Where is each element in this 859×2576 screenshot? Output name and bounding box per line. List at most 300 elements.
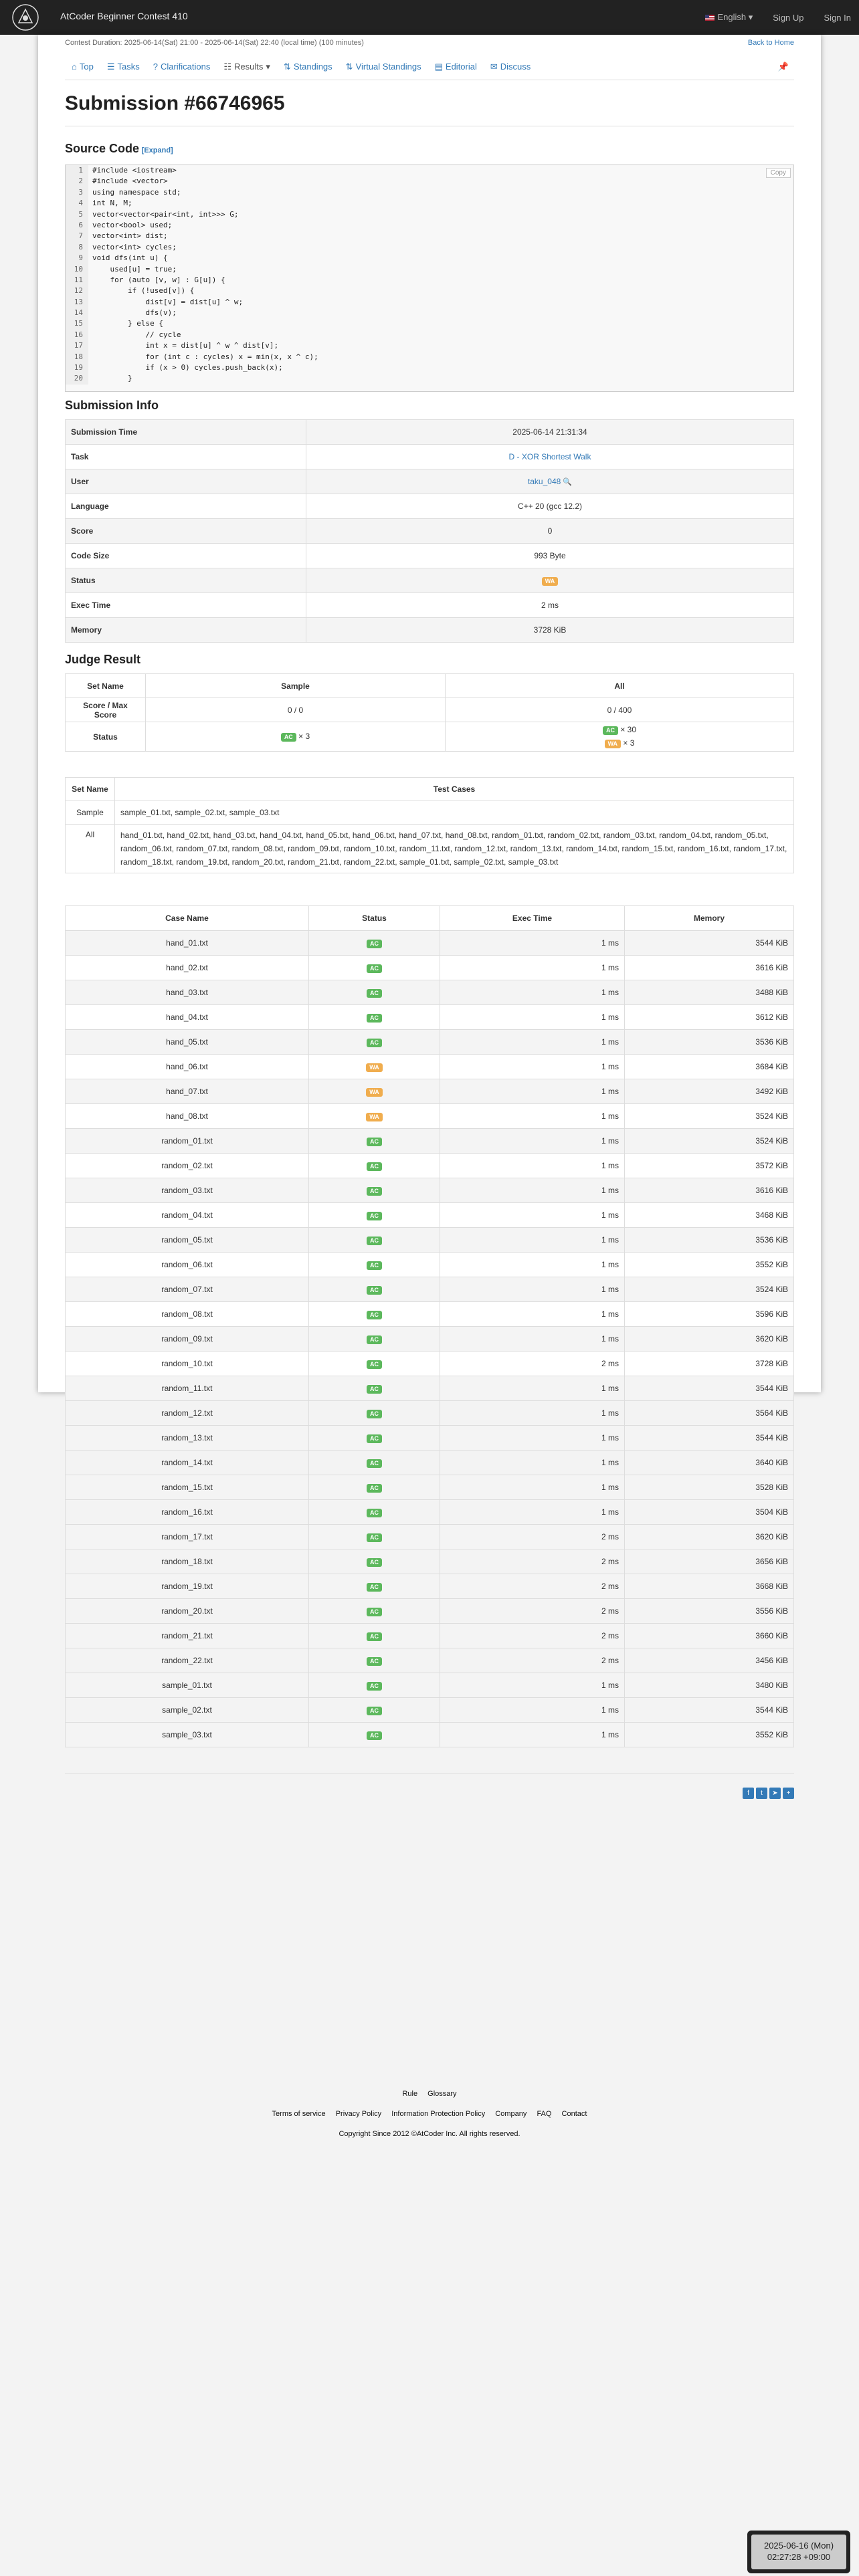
case-memory: 3480 KiB bbox=[625, 1673, 794, 1698]
case-status bbox=[309, 1648, 440, 1673]
code-line bbox=[66, 165, 793, 176]
status-badge: AC bbox=[367, 1682, 382, 1691]
atcoder-logo[interactable] bbox=[8, 3, 43, 32]
info-row bbox=[66, 568, 794, 593]
status-count: × 3 bbox=[623, 738, 635, 748]
code-line bbox=[66, 242, 793, 253]
case-status bbox=[309, 1723, 440, 1747]
line-number: 5 bbox=[66, 209, 88, 220]
source-code-block[interactable] bbox=[65, 165, 794, 392]
code-text: void dfs(int u) { bbox=[92, 253, 168, 263]
case-memory: 3564 KiB bbox=[625, 1401, 794, 1426]
case-memory: 3620 KiB bbox=[625, 1327, 794, 1352]
code-line bbox=[66, 362, 793, 373]
code-text: } bbox=[92, 374, 132, 383]
table-row bbox=[66, 1599, 794, 1624]
status-badge: AC bbox=[367, 1434, 382, 1443]
table-row bbox=[66, 1030, 794, 1055]
case-name: random_16.txt bbox=[66, 1500, 309, 1525]
status-badge: AC bbox=[367, 940, 382, 948]
line-number: 20 bbox=[66, 373, 88, 384]
case-exec-time: 1 ms bbox=[440, 1277, 625, 1302]
code-line bbox=[66, 187, 793, 198]
table-row bbox=[66, 1327, 794, 1352]
line-number: 10 bbox=[66, 264, 88, 275]
info-text: C++ 20 (gcc 12.2) bbox=[517, 502, 583, 511]
page-title: Submission #66746965 bbox=[65, 92, 285, 114]
case-exec-time: 1 ms bbox=[440, 1302, 625, 1327]
sign-up-link[interactable]: Sign Up bbox=[773, 12, 804, 23]
case-memory: 3656 KiB bbox=[625, 1549, 794, 1574]
case-memory: 3552 KiB bbox=[625, 1723, 794, 1747]
case-exec-time: 1 ms bbox=[440, 1426, 625, 1451]
telegram-icon[interactable]: ➤ bbox=[769, 1788, 781, 1799]
table-row bbox=[66, 1549, 794, 1574]
case-name-header: Case Name bbox=[66, 906, 309, 931]
clock-face bbox=[751, 2535, 846, 2569]
line-number: 1 bbox=[66, 165, 88, 176]
case-exec-time: 1 ms bbox=[440, 1203, 625, 1228]
status-badge: AC bbox=[367, 1212, 382, 1220]
test-cases-header: Test Cases bbox=[115, 778, 794, 800]
caret-down-icon: ▾ bbox=[266, 61, 270, 72]
case-memory: 3524 KiB bbox=[625, 1129, 794, 1154]
case-status bbox=[309, 1673, 440, 1698]
status-badge: AC bbox=[367, 1608, 382, 1616]
case-status bbox=[309, 1129, 440, 1154]
case-memory: 3536 KiB bbox=[625, 1030, 794, 1055]
ac-badge: AC bbox=[603, 726, 618, 735]
case-status bbox=[309, 1104, 440, 1129]
case-exec-time: 1 ms bbox=[440, 1228, 625, 1253]
case-memory: 3544 KiB bbox=[625, 931, 794, 956]
code-line bbox=[66, 264, 793, 275]
case-name: random_03.txt bbox=[66, 1178, 309, 1203]
all-score: 0 / 400 bbox=[446, 698, 794, 722]
list-alt-icon: ☷ bbox=[223, 61, 232, 72]
case-memory: 3544 KiB bbox=[625, 1376, 794, 1401]
sort-icon: ⇅ bbox=[283, 61, 291, 72]
case-name: random_12.txt bbox=[66, 1401, 309, 1426]
status-badge: AC bbox=[367, 1707, 382, 1715]
case-memory: 3536 KiB bbox=[625, 1228, 794, 1253]
pin-icon[interactable]: 📌 bbox=[777, 61, 789, 72]
line-number: 19 bbox=[66, 362, 88, 373]
tab-label: Tasks bbox=[117, 62, 140, 72]
case-exec-time: 1 ms bbox=[440, 1253, 625, 1277]
case-memory: 3616 KiB bbox=[625, 1178, 794, 1203]
case-exec-time: 2 ms bbox=[440, 1352, 625, 1376]
code-text: } else { bbox=[92, 319, 163, 328]
case-exec-time: 2 ms bbox=[440, 1549, 625, 1574]
list-icon: ☰ bbox=[106, 61, 115, 72]
status-badge: WA bbox=[366, 1113, 383, 1121]
case-exec-time: 2 ms bbox=[440, 1574, 625, 1599]
question-icon: ? bbox=[153, 62, 158, 72]
case-exec-time: 1 ms bbox=[440, 1154, 625, 1178]
status-badge: AC bbox=[367, 1261, 382, 1270]
case-exec-time: 1 ms bbox=[440, 1376, 625, 1401]
footer-terms-link[interactable]: Terms of service bbox=[272, 2110, 326, 2118]
table-row bbox=[66, 1079, 794, 1104]
sample-header: Sample bbox=[146, 674, 446, 698]
code-line bbox=[66, 220, 793, 231]
table-row bbox=[66, 1277, 794, 1302]
table-row bbox=[66, 1352, 794, 1376]
case-exec-time: 1 ms bbox=[440, 1451, 625, 1475]
status-header: Status bbox=[309, 906, 440, 931]
info-row bbox=[66, 494, 794, 519]
footer-rule-link[interactable]: Rule bbox=[402, 2090, 418, 2098]
tab-label: Virtual Standings bbox=[355, 62, 421, 72]
info-link[interactable]: D - XOR Shortest Walk bbox=[508, 452, 591, 461]
case-status bbox=[309, 1253, 440, 1277]
status-badge: AC bbox=[367, 1162, 382, 1171]
tab-results[interactable] bbox=[217, 56, 277, 78]
info-text: 3728 KiB bbox=[533, 625, 567, 635]
code-text: vector<int> dist; bbox=[92, 231, 168, 241]
comment-icon: ✉ bbox=[490, 61, 498, 72]
case-name: sample_01.txt bbox=[66, 1673, 309, 1698]
book-icon: ▤ bbox=[434, 61, 443, 72]
line-number: 6 bbox=[66, 220, 88, 231]
info-value bbox=[306, 568, 794, 593]
footer-company-link[interactable]: Company bbox=[495, 2110, 527, 2118]
table-row bbox=[66, 1129, 794, 1154]
line-number: 7 bbox=[66, 231, 88, 241]
submission-info-header bbox=[65, 399, 794, 413]
case-name: random_06.txt bbox=[66, 1253, 309, 1277]
case-memory: 3640 KiB bbox=[625, 1451, 794, 1475]
case-name: hand_07.txt bbox=[66, 1079, 309, 1104]
judge-result-table bbox=[65, 673, 794, 752]
case-status bbox=[309, 1451, 440, 1475]
status-badge: AC bbox=[367, 1583, 382, 1592]
status-count: × 30 bbox=[620, 725, 637, 735]
case-memory: 3524 KiB bbox=[625, 1104, 794, 1129]
main-container bbox=[38, 35, 821, 1739]
code-line bbox=[66, 340, 793, 351]
code-line bbox=[66, 176, 793, 187]
footer-contact-link[interactable]: Contact bbox=[561, 2110, 587, 2118]
contest-duration: Contest Duration: 2025-06-14(Sat) 21:00 - 2025-06-14(Sat) 22:40 (local time) (100 minutes) bbox=[65, 39, 364, 47]
line-number: 12 bbox=[66, 286, 88, 296]
status-badge: AC bbox=[367, 964, 382, 973]
case-name: random_08.txt bbox=[66, 1302, 309, 1327]
case-exec-time: 1 ms bbox=[440, 1079, 625, 1104]
status-badge: AC bbox=[367, 1311, 382, 1319]
case-name: random_04.txt bbox=[66, 1203, 309, 1228]
table-row bbox=[66, 1104, 794, 1129]
info-row bbox=[66, 593, 794, 618]
case-exec-time: 1 ms bbox=[440, 1475, 625, 1500]
code-text: for (auto [v, w] : G[u]) { bbox=[92, 275, 225, 284]
tab-clarifications[interactable] bbox=[147, 56, 217, 78]
case-status bbox=[309, 1327, 440, 1352]
line-number: 16 bbox=[66, 330, 88, 340]
case-name: random_15.txt bbox=[66, 1475, 309, 1500]
facebook-icon[interactable]: f bbox=[743, 1788, 754, 1799]
code-line bbox=[66, 275, 793, 286]
status-badge: AC bbox=[367, 1484, 382, 1493]
case-name: random_21.txt bbox=[66, 1624, 309, 1648]
line-number: 11 bbox=[66, 275, 88, 286]
case-name: random_14.txt bbox=[66, 1451, 309, 1475]
case-name: hand_02.txt bbox=[66, 956, 309, 980]
tab-virtual-standings[interactable] bbox=[339, 56, 428, 78]
case-status bbox=[309, 931, 440, 956]
status-badge: WA bbox=[366, 1063, 383, 1072]
sample-status bbox=[146, 722, 446, 752]
status-badge: AC bbox=[367, 1410, 382, 1418]
code-text: #include <vector> bbox=[92, 177, 168, 186]
case-memory: 3556 KiB bbox=[625, 1599, 794, 1624]
code-line bbox=[66, 308, 793, 318]
case-status bbox=[309, 1426, 440, 1451]
tab-editorial[interactable] bbox=[428, 56, 484, 78]
status-badge: AC bbox=[367, 1187, 382, 1196]
case-name: random_22.txt bbox=[66, 1648, 309, 1673]
case-status bbox=[309, 1079, 440, 1104]
tab-standings[interactable] bbox=[277, 56, 339, 78]
case-status bbox=[309, 1549, 440, 1574]
info-value bbox=[306, 420, 794, 445]
case-exec-time: 2 ms bbox=[440, 1599, 625, 1624]
info-label: Exec Time bbox=[66, 593, 306, 618]
case-exec-time: 1 ms bbox=[440, 1178, 625, 1203]
tab-label: Standings bbox=[293, 62, 332, 72]
code-text: dist[v] = dist[u] ^ w; bbox=[92, 297, 244, 306]
case-exec-time: 1 ms bbox=[440, 1500, 625, 1525]
case-exec-time: 2 ms bbox=[440, 1648, 625, 1673]
info-text: 2 ms bbox=[541, 601, 559, 610]
case-memory: 3492 KiB bbox=[625, 1079, 794, 1104]
case-status bbox=[309, 1178, 440, 1203]
info-label: Task bbox=[66, 445, 306, 469]
set-name: Sample bbox=[66, 800, 115, 825]
table-row bbox=[66, 1154, 794, 1178]
submission-info-panel bbox=[65, 419, 794, 643]
code-text: using namespace std; bbox=[92, 187, 181, 197]
footer-faq-link[interactable]: FAQ bbox=[537, 2110, 552, 2118]
case-status bbox=[309, 1352, 440, 1376]
submission-info-table bbox=[65, 419, 794, 643]
footer-info-protection-link[interactable]: Information Protection Policy bbox=[391, 2110, 486, 2118]
case-name: hand_06.txt bbox=[66, 1055, 309, 1079]
table-row bbox=[66, 956, 794, 980]
info-text: 993 Byte bbox=[534, 551, 566, 560]
language-label: English bbox=[717, 12, 747, 22]
case-name: hand_01.txt bbox=[66, 931, 309, 956]
case-status bbox=[309, 1005, 440, 1030]
table-row bbox=[66, 1525, 794, 1549]
set-name-header: Set Name bbox=[66, 778, 115, 800]
tab-label: Discuss bbox=[500, 62, 531, 72]
info-label: Status bbox=[66, 568, 306, 593]
share-plus-icon[interactable]: + bbox=[783, 1788, 794, 1799]
info-row bbox=[66, 519, 794, 544]
case-memory: 3552 KiB bbox=[625, 1253, 794, 1277]
table-row bbox=[66, 1698, 794, 1723]
case-exec-time: 1 ms bbox=[440, 1104, 625, 1129]
status-badge: WA bbox=[542, 577, 559, 586]
status-count: × 3 bbox=[298, 732, 310, 741]
copy-button[interactable]: Copy bbox=[766, 168, 791, 178]
case-list-panel bbox=[65, 905, 794, 1747]
code-line bbox=[66, 330, 793, 340]
line-number: 2 bbox=[66, 176, 88, 187]
case-status bbox=[309, 1376, 440, 1401]
table-row bbox=[66, 1055, 794, 1079]
case-exec-time: 1 ms bbox=[440, 980, 625, 1005]
case-exec-time: 1 ms bbox=[440, 956, 625, 980]
case-list-table bbox=[65, 905, 794, 1747]
info-label: Score bbox=[66, 519, 306, 544]
info-value bbox=[306, 469, 794, 494]
all-status bbox=[446, 722, 794, 752]
case-memory: 3544 KiB bbox=[625, 1698, 794, 1723]
case-memory: 3616 KiB bbox=[625, 956, 794, 980]
contest-brand-link[interactable]: AtCoder Beginner Contest 410 bbox=[60, 11, 188, 21]
sort-icon: ⇅ bbox=[345, 61, 353, 72]
clock-time: 02:27:28 +09:00 bbox=[767, 2552, 831, 2562]
language-dropdown[interactable]: English ▾ bbox=[705, 12, 753, 23]
status-badge: WA bbox=[366, 1088, 383, 1097]
table-row bbox=[66, 1624, 794, 1648]
case-exec-time: 2 ms bbox=[440, 1525, 625, 1549]
info-label: User bbox=[66, 469, 306, 494]
info-link[interactable]: taku_048 bbox=[527, 477, 561, 486]
status-badge: AC bbox=[367, 1385, 382, 1394]
table-row bbox=[66, 1451, 794, 1475]
case-name: hand_04.txt bbox=[66, 1005, 309, 1030]
code-lines bbox=[66, 165, 793, 385]
copyright: Copyright Since 2012 ©AtCoder Inc. All rights reserved. bbox=[339, 2130, 520, 2138]
case-memory: 3572 KiB bbox=[625, 1154, 794, 1178]
table-row bbox=[66, 1178, 794, 1203]
info-row bbox=[66, 445, 794, 469]
table-row bbox=[66, 1228, 794, 1253]
case-status bbox=[309, 1203, 440, 1228]
table-row bbox=[66, 1426, 794, 1451]
case-name: random_09.txt bbox=[66, 1327, 309, 1352]
case-name: hand_08.txt bbox=[66, 1104, 309, 1129]
case-status bbox=[309, 1624, 440, 1648]
tab-top[interactable] bbox=[65, 56, 100, 78]
case-status bbox=[309, 980, 440, 1005]
set-cases: hand_01.txt, hand_02.txt, hand_03.txt, hand_04.txt, hand_05.txt, hand_06.txt, hand_07.txt, hand_08.txt, random_01.txt, random_02.txt, random_03.txt, random_04.txt, random_05.txt, random_06.txt, random_07.txt, random_08.txt, random_09.txt, random_10.txt, random_11.txt, random_12.txt, random_13.txt, random_14.txt, random_15.txt, random_16.txt, random_17.txt, random_18.txt, random_19.txt, random_20.txt, random_21.txt, random_22.txt, sample_01.txt, sample_02.txt, sample_03.txt bbox=[115, 825, 794, 873]
judge-result-header bbox=[65, 653, 794, 667]
testcase-sets-panel bbox=[65, 777, 794, 873]
code-text: for (int c : cycles) x = min(x, x ^ c); bbox=[92, 352, 318, 361]
twitter-icon[interactable]: t bbox=[756, 1788, 767, 1799]
footer-privacy-link[interactable]: Privacy Policy bbox=[335, 2110, 382, 2118]
case-memory: 3456 KiB bbox=[625, 1648, 794, 1673]
line-number: 17 bbox=[66, 340, 88, 351]
sign-in-link[interactable]: Sign In bbox=[824, 12, 851, 23]
fixed-clock bbox=[747, 2531, 850, 2573]
case-exec-time: 1 ms bbox=[440, 1673, 625, 1698]
footer-glossary-link[interactable]: Glossary bbox=[427, 2090, 457, 2098]
submission-info-title: Submission Info bbox=[65, 399, 159, 412]
info-label: Code Size bbox=[66, 544, 306, 568]
status-label: Status bbox=[66, 722, 146, 752]
search-icon[interactable]: 🔍 bbox=[561, 478, 573, 486]
status-badge: AC bbox=[367, 1459, 382, 1468]
case-name: random_10.txt bbox=[66, 1352, 309, 1376]
case-status bbox=[309, 1228, 440, 1253]
set-name-header: Set Name bbox=[66, 674, 146, 698]
status-badge: AC bbox=[367, 1039, 382, 1047]
case-exec-time: 1 ms bbox=[440, 1129, 625, 1154]
code-text: if (x > 0) cycles.push_back(x); bbox=[92, 363, 283, 372]
tab-label: Results bbox=[234, 62, 264, 72]
info-value bbox=[306, 593, 794, 618]
code-text: #include <iostream> bbox=[92, 166, 177, 175]
table-row bbox=[66, 1574, 794, 1599]
case-name: sample_03.txt bbox=[66, 1723, 309, 1747]
case-memory: 3668 KiB bbox=[625, 1574, 794, 1599]
table-row bbox=[66, 1401, 794, 1426]
line-number: 13 bbox=[66, 297, 88, 308]
case-memory: 3528 KiB bbox=[625, 1475, 794, 1500]
info-text: 0 bbox=[547, 526, 553, 536]
tab-discuss[interactable] bbox=[484, 56, 537, 78]
table-row bbox=[66, 1500, 794, 1525]
case-status bbox=[309, 1055, 440, 1079]
case-name: hand_05.txt bbox=[66, 1030, 309, 1055]
status-badge: AC bbox=[367, 1509, 382, 1517]
line-number: 18 bbox=[66, 352, 88, 362]
share-buttons bbox=[743, 1788, 794, 1799]
table-row bbox=[66, 1253, 794, 1277]
info-value bbox=[306, 618, 794, 643]
case-name: random_01.txt bbox=[66, 1129, 309, 1154]
case-name: random_02.txt bbox=[66, 1154, 309, 1178]
case-memory: 3488 KiB bbox=[625, 980, 794, 1005]
code-line bbox=[66, 286, 793, 296]
home-icon: ⌂ bbox=[72, 62, 77, 72]
source-code-header bbox=[65, 142, 794, 156]
status-badge: AC bbox=[367, 1286, 382, 1295]
table-row bbox=[66, 1302, 794, 1327]
clock-date: 2025-06-16 (Mon) bbox=[763, 2541, 834, 2551]
table-row bbox=[66, 1203, 794, 1228]
info-label: Submission Time bbox=[66, 420, 306, 445]
back-to-home-link[interactable]: Back to Home bbox=[747, 39, 794, 47]
tab-tasks[interactable] bbox=[100, 56, 147, 78]
table-row bbox=[66, 1648, 794, 1673]
table-row bbox=[66, 1723, 794, 1747]
status-badge: AC bbox=[367, 1731, 382, 1740]
all-header: All bbox=[446, 674, 794, 698]
set-name: All bbox=[66, 825, 115, 873]
info-label: Language bbox=[66, 494, 306, 519]
case-memory: 3524 KiB bbox=[625, 1277, 794, 1302]
contest-tabs bbox=[65, 53, 794, 80]
case-status bbox=[309, 1154, 440, 1178]
case-status bbox=[309, 1599, 440, 1624]
case-name: hand_03.txt bbox=[66, 980, 309, 1005]
code-text: vector<vector<pair<int, int>>> G; bbox=[92, 209, 239, 219]
expand-link[interactable]: [Expand] bbox=[141, 146, 173, 154]
case-name: random_20.txt bbox=[66, 1599, 309, 1624]
case-status bbox=[309, 956, 440, 980]
line-number: 15 bbox=[66, 318, 88, 329]
info-row bbox=[66, 469, 794, 494]
tab-label: Clarifications bbox=[160, 62, 211, 72]
info-value bbox=[306, 519, 794, 544]
